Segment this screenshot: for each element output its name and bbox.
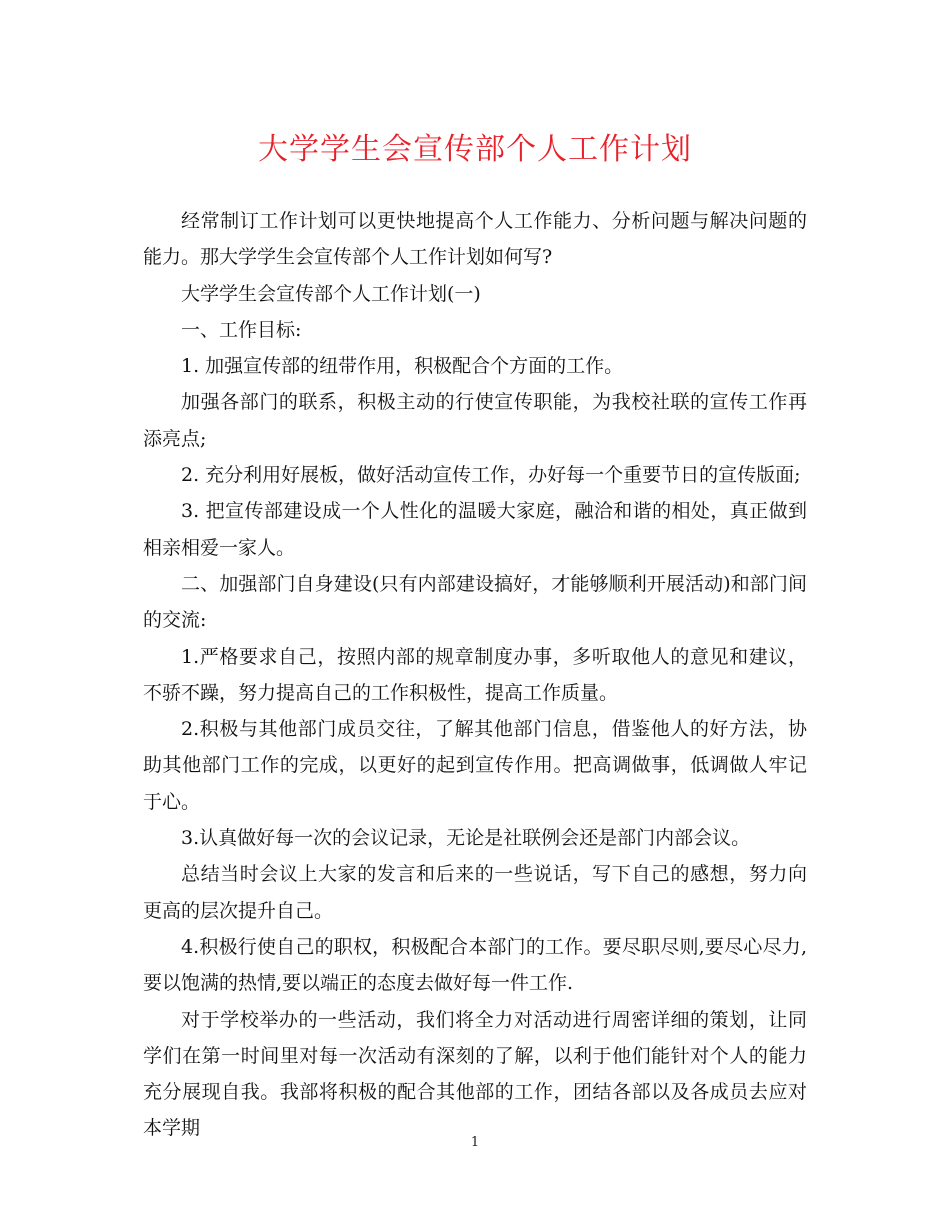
paragraph-activities: 对于学校举办的一些活动，我们将全力对活动进行周密详细的策划，让同学们在第一时间里对每一次活动有深刻的了解，以利于他们能针对个人的能力充分展现自我。我部将积极的配合其他部的工作，团结各部以及各成员去应对本学期 [143,1008,807,1140]
paragraph-item-2: 2.积极与其他部门成员交往，了解其他部门信息，借鉴他人的好方法，协助其他部门工作的完成，以更好的起到宣传作用。把高调做事，低调做人牢记于心。 [143,718,807,813]
paragraph-item-3: 3.认真做好每一次的会议记录，无论是社联例会还是部门内部会议。 [181,827,751,850]
paragraph-goal-1-detail: 加强各部门的联系，积极主动的行使宣传职能，为我校社联的宣传工作再添亮点; [143,391,807,450]
paragraph-item-4: 4.积极行使自己的职权，积极配合本部门的工作。要尽职尽则,要尽心尽力,要以饱满的热情,要以端正的态度去做好每一件工作. [143,935,807,995]
page-number: 1 [470,1135,480,1150]
paragraph-goal-1: 1. 加强宣传部的纽带作用，积极配合个方面的工作。 [181,355,624,378]
document-title: 大学学生会宣传部个人工作计划 [258,132,692,167]
paragraph-item-1: 1.严格要求自己，按照内部的规章制度办事，多听取他人的意见和建议，不骄不躁，努力提高自己的工作积极性，提高工作质量。 [143,645,807,704]
paragraph-section-two-heading: 二、加强部门自身建设(只有内部建设搞好，才能够顺利开展活动)和部门间的交流: [143,572,807,632]
paragraph-section-one-heading: 一、工作目标: [181,318,302,341]
paragraph-goal-2: 2. 充分利用好展板，做好活动宣传工作，办好每一个重要节日的宣传版面; [181,464,801,487]
document-body [143,203,807,1147]
paragraph-goal-3: 3. 把宣传部建设成一个人性化的温暖大家庭，融洽和谐的相处，真正做到相亲相爱一家人。 [143,500,807,559]
paragraph-item-3-detail: 总结当时会议上大家的发言和后来的一些说话，写下自己的感想，努力向更高的层次提升自己。 [143,863,807,922]
paragraph-plan-heading: 大学学生会宣传部个人工作计划(一) [181,282,481,305]
paragraph-intro: 经常制订工作计划可以更快地提高个人工作能力、分析问题与解决问题的能力。那大学学生会宣传部个人工作计划如何写? [143,210,807,269]
